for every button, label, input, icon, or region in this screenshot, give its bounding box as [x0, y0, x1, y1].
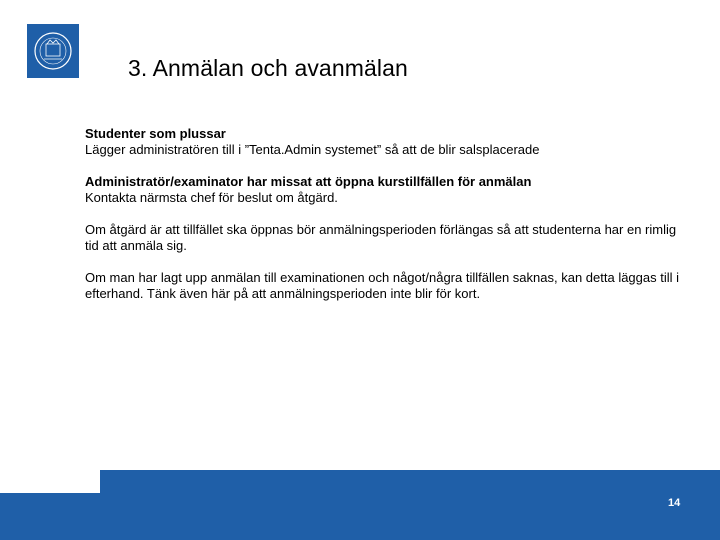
paragraph-text: Om man har lagt upp anmälan till examinationen och något/några tillfällen saknas, kan detta läggas till i efterhand. Tänk även här på att anmälningsperioden inte blir för kort. [85, 270, 680, 301]
page-title: 3. Anmälan och avanmälan [128, 55, 408, 81]
paragraph-add-afterwards [85, 270, 685, 302]
kth-logo-icon [27, 24, 79, 78]
paragraph-missed-opening [85, 174, 685, 206]
paragraph-heading: Studenter som plussar [85, 126, 226, 141]
footer-notch [0, 470, 100, 493]
page-number: 14 [668, 497, 681, 509]
paragraph-heading: Administratör/examinator har missat att öppna kurstillfällen för anmälan [85, 174, 532, 189]
footer-tab [100, 470, 720, 493]
paragraph-text: Kontakta närmsta chef för beslut om åtgärd. [85, 190, 338, 205]
paragraph-text: Om åtgärd är att tillfället ska öppnas bör anmälningsperioden förlängas så att studenterna har en rimlig tid att anmäla sig. [85, 222, 677, 253]
paragraph-text: Lägger administratören till i ”Tenta.Admin systemet” så att de blir salsplacerade [85, 142, 540, 157]
slide-body [85, 126, 685, 318]
footer-bar [0, 493, 720, 540]
paragraph-students-resit [85, 126, 685, 158]
paragraph-extend-period [85, 222, 685, 254]
